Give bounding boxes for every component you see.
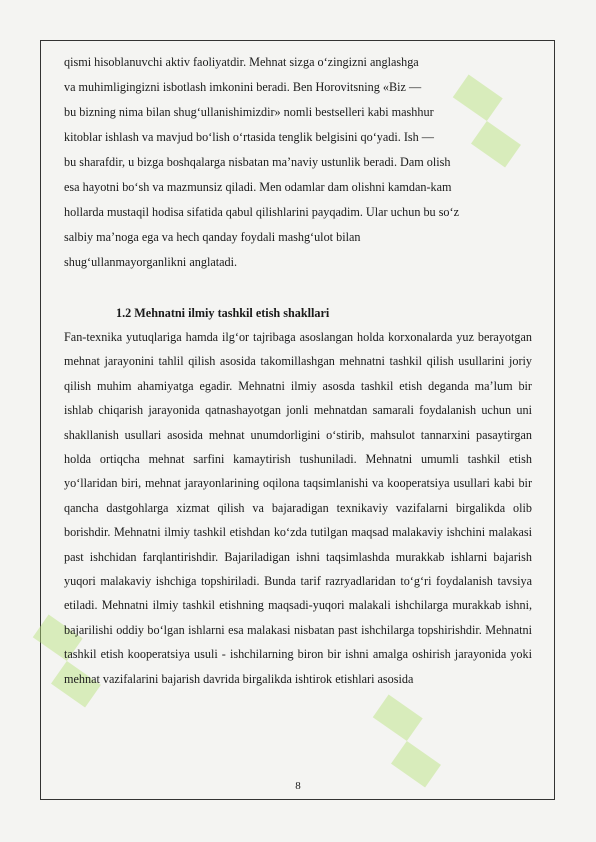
text-line: va muhimligingizni isbotlash imkonini beradi. Ben Horovitsning «Biz — bbox=[64, 80, 422, 94]
watermark-mark: ▞ bbox=[357, 695, 456, 787]
text-line: shug‘ullanmayorganlikni anglatadi. bbox=[64, 255, 238, 269]
text-line: bu sharafdir, u bizga boshqalarga nisbatan ma’naviy ustunlik beradi. Dam olish bbox=[64, 155, 451, 169]
text-line: qismi hisoblanuvchi aktiv faoliyatdir. Mehnat sizga o‘zingizni anglashga bbox=[64, 55, 419, 69]
document-body bbox=[64, 50, 532, 691]
body-paragraph: Fan-texnika yutuqlariga hamda ilg‘or tajribaga asoslangan holda korxonalarda yuz berayotgan mehnat jarayonini tahlil qilish asosida takomillashgan mehnatni tashkil qilish usullarini joriy qilish muhim ahamiyatga egadir. Mehnatni ilmiy asosda tashkil etish deganda ma’lum bir ishlab chiqarish jarayonida qatnashayotgan jonli mehnatdan samarali foydalanish uchun uni shakllanish usullari asosida mehnat unumdorligini o‘stirib, mahsulot tannarxini pasaytirgan holda ortiqcha mehnat sarfini kamaytirish tushuniladi. Mehnatni umumli tashkil etish yo‘llaridan biri, mehnat jarayonlarining oqilona taqsimlanishi va kooperatsiya usullari kabi bir qancha dastgohlarga xizmat qilish va bajaradigan texnikaviy vazifalarni birgalikda olib borishdir. Mehnatni ilmiy tashkil etishdan ko‘zda tutilgan maqsad malakaviy ishchini malakasi past ishchidan farqlantirishdir. Bajariladigan ishni taqsimlashda murakkab ishlarni bajarish yuqori malakaviy ishchiga topshiriladi. Bunda tarif razryadlaridan to‘g‘ri foydalanish tavsiya etiladi. Mehnatni ilmiy tashkil etishning maqsadi-yuqori malakali ishchilarga murakkab ishni, bajarilishi oddiy bo‘lgan ishlarni esa malakasi nisbatan past ishchilarga topshirishdir. Mehnatni tashkil etish kooperatsiya usuli - ishchilarning biron bir ishni amalga oshirish jarayonida yoki mehnat vazifalarini bajarish davrida birgalikda ishtirok etishlari asosida bbox=[64, 330, 532, 686]
watermark-mark: ▞ bbox=[17, 615, 116, 707]
text-line: kitoblar ishlash va mavjud bo‘lish o‘rtasida tenglik belgisini qo‘yadi. Ish — bbox=[64, 130, 434, 144]
text-line: salbiy ma’noga ega va hech qanday foydali mashg‘ulot bilan bbox=[64, 230, 361, 244]
text-line: esa hayotni bo‘sh va mazmunsiz qiladi. Men odamlar dam olishni kamdan-kam bbox=[64, 180, 452, 194]
text-line: hollarda mustaqil hodisa sifatida qabul qilishlarini payqadim. Ular uchun bu so‘z bbox=[64, 205, 459, 219]
text-line: bu bizning nima bilan shug‘ullanishimizdir» nomli bestselleri kabi mashhur bbox=[64, 105, 434, 119]
section-heading: 1.2 Mehnatni ilmiy tashkil etish shakllari bbox=[116, 306, 330, 320]
intro-text bbox=[64, 50, 532, 275]
page-number: 8 bbox=[295, 780, 301, 792]
watermark-mark: ▞ bbox=[437, 75, 536, 167]
